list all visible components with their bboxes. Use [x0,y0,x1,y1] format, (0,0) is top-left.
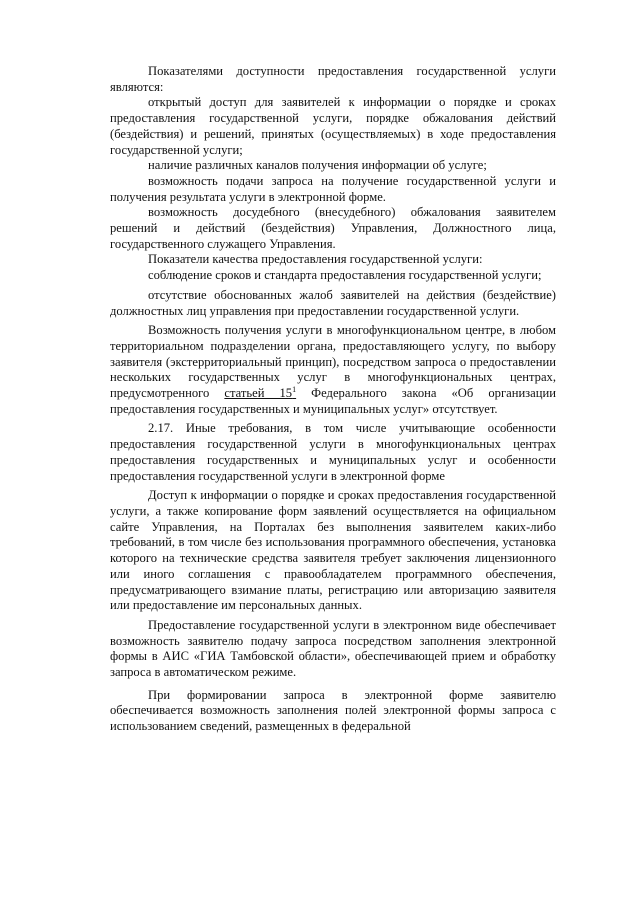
section-heading-2-17: 2.17. Иные требования, в том числе учитывающие особенности предоставления государственной услуги в многофункциональных центрах предоставления государственных и муниципальных услуг и особенности предоставления государственной услуги в электронной форме [110,421,556,483]
paragraph-extraterritorial [110,323,556,417]
paragraph-info-access: Доступ к информации о порядке и сроках предоставления государственной услуги, а также копирование форм заявлений осуществляется на официальном сайте Управления, на Порталах без выполнения заявителем каких-либо требований, в том числе без использования программного обеспечения, установка которого на технические средства заявителя требует заключения лицензионного или иного соглашения с правообладателем программного обеспечения, предусматривающего взимание платы, регистрацию или авторизацию заявителя или предоставление им персональных данных. [110,488,556,613]
law-article-superscript: 1 [292,384,297,394]
paragraph-no-complaints: отсутствие обоснованных жалоб заявителей на действия (бездействие) должностных лиц управления при предоставлении государственной услуги. [110,287,556,318]
paragraph-request-forming: При формировании запроса в электронной форме заявителю обеспечивается возможность заполнения полей электронной формы запроса с использованием сведений, размещенных в федеральной [110,687,556,734]
paragraph-availability-indicators: Показателями доступности предоставления государственной услуги являются: [110,64,556,94]
extraterritorial-text-before: Возможность получения услуги в многофункциональном центре, в любом территориальном подразделении органа, предоставляющего услугу, по выбору заявителя (экстерриториальный принцип), посредством запроса о предоставлении нескольких государственных услуг в многофункциональных центрах, предусмотренного [110,323,556,401]
paragraph-open-access: открытый доступ для заявителей к информации о порядке и сроках предоставления государственной услуги, порядке обжалования действий (бездействия) и решений, принятых (осуществляемых) в ходе предоставления государственной услуги; [110,95,556,157]
law-article-link-text: статьей 15 [224,386,293,401]
paragraph-info-channels: наличие различных каналов получения информации об услуге; [148,158,487,173]
paragraph-electronic-service: Предоставление государственной услуги в электронном виде обеспечивает возможность заявителю подачу запроса посредством заполнения электронной формы в АИС «ГИА Тамбовской области», обеспечивающей прием и обработку запроса в автоматическом режиме. [110,617,556,680]
paragraph-deadlines: соблюдение сроков и стандарта предоставления государственной услуги; [148,268,542,283]
law-article-link[interactable] [224,386,296,400]
paragraph-pretrial-appeal: возможность досудебного (внесудебного) обжалования заявителем решений и действий (бездействия) Управления, Должностного лица, государственного служащего Управления. [110,205,556,251]
document-body [110,64,556,735]
paragraph-quality-indicators: Показатели качества предоставления государственной услуги: [148,252,483,267]
extraterritorial-text-after: Федерального закона «Об организации предоставления государственных и муниципальных услуг» отсутствует. [110,386,556,416]
paragraph-electronic-request: возможность подачи запроса на получение государственной услуги и получения результата услуги в электронной форме. [110,173,556,204]
